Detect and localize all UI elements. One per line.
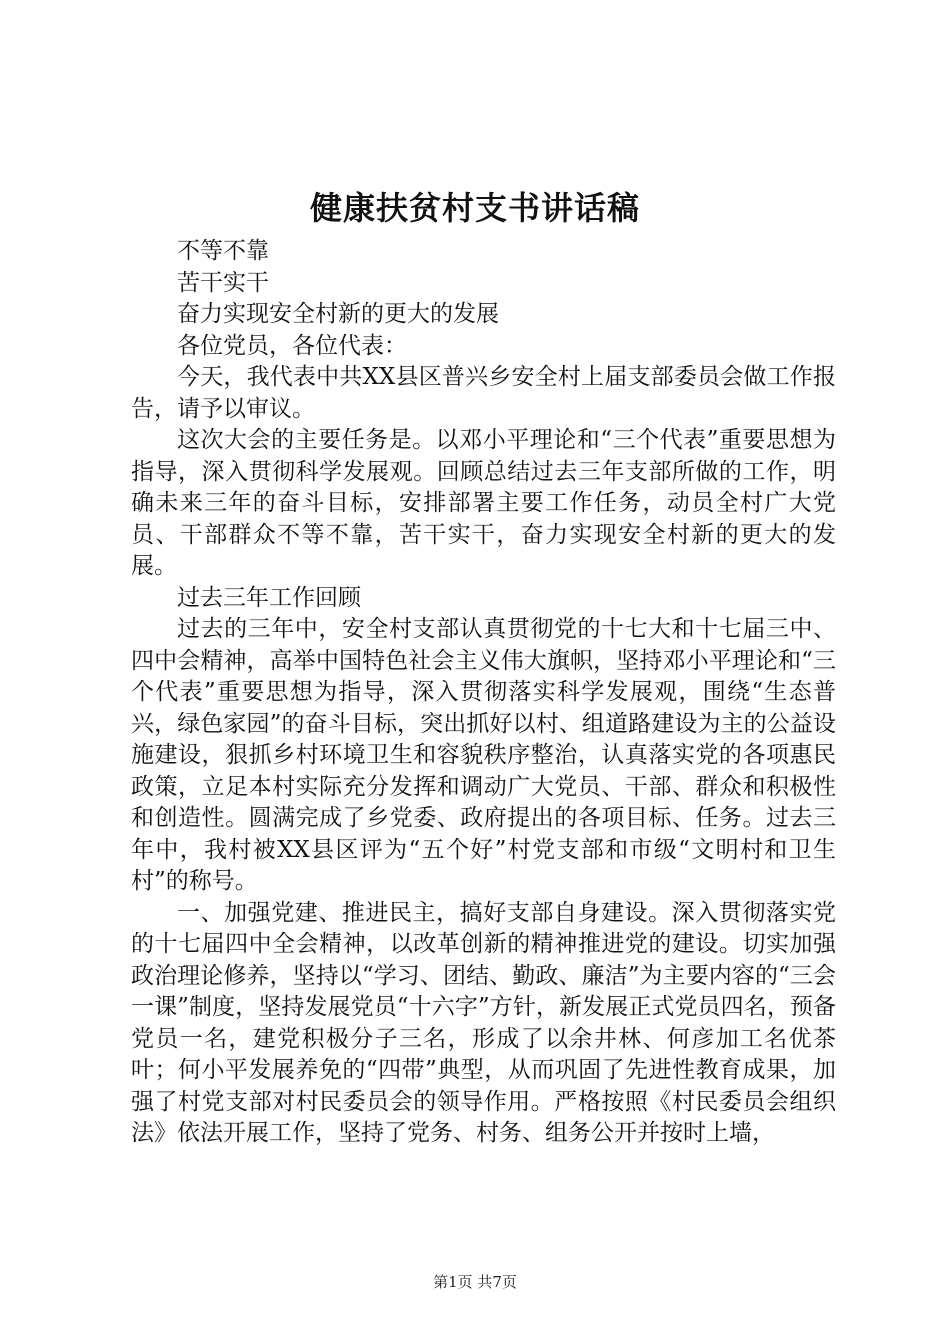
- paragraph: 奋力实现安全村新的更大的发展: [177, 301, 499, 327]
- paragraph: 不等不靠: [177, 238, 269, 264]
- paragraph: 各位党员，各位代表：: [177, 332, 407, 359]
- paragraph: 今天，我代表中共XX县区普兴乡安全村上届支部委员会做工作报告，请予以审议。: [131, 364, 836, 422]
- paragraph: 苦干实干: [177, 269, 269, 296]
- document-title: 健康扶贫村支书讲话稿: [309, 189, 640, 227]
- paragraph: 过去的三年中，安全村支部认真贯彻党的十七大和十七届三中、四中会精神，高举中国特色社会主义伟大旗帜，坚持邓小平理论和“三个代表”重要思想为指导，深入贯彻落实科学发展观，围绕“生态普兴，绿色家园”的奋斗目标，突出抓好以村、组道路建设为主的公益设施建设，狠抓乡村环境卫生和容貌秩序整治，认真落实党的各项惠民政策，立足本村实际充分发挥和调动广大党员、干部、群众和积极性和创造性。圆满完成了乡党委、政府提出的各项目标、任务。过去三年中，我村被XX县区评为“五个好”村党支部和市级“文明村和卫生村”的称号。: [131, 616, 836, 894]
- document-body: [131, 236, 836, 1150]
- page-footer: 第1页 共7页: [433, 1273, 517, 1291]
- paragraph: 这次大会的主要任务是。以邓小平理论和“三个代表”重要思想为指导，深入贯彻科学发展观。回顾总结过去三年支部所做的工作，明确未来三年的奋斗目标，安排部署主要工作任务，动员全村广大党员、干部群众不等不靠，苦干实干，奋力实现安全村新的更大的发展。: [131, 427, 836, 579]
- paragraph: 一、加强党建、推进民主，搞好支部自身建设。深入贯彻落实党的十七届四中全会精神，以改革创新的精神推进党的建设。切实加强政治理论修养，坚持以“学习、团结、勤政、廉洁”为主要内容的“三会一课”制度，坚持发展党员“十六字”方针，新发展正式党员四名，预备党员一名，建党积极分子三名，形成了以余井林、何彦加工名优茶叶；何小平发展养免的“四带”典型，从而巩固了先进性教育成果，加强了村党支部对村民委员会的领导作用。严格按照《村民委员会组织法》依法开展工作，坚持了党务、村务、组务公开并按时上墙，: [131, 899, 836, 1146]
- paragraph: 过去三年工作回顾: [177, 584, 361, 611]
